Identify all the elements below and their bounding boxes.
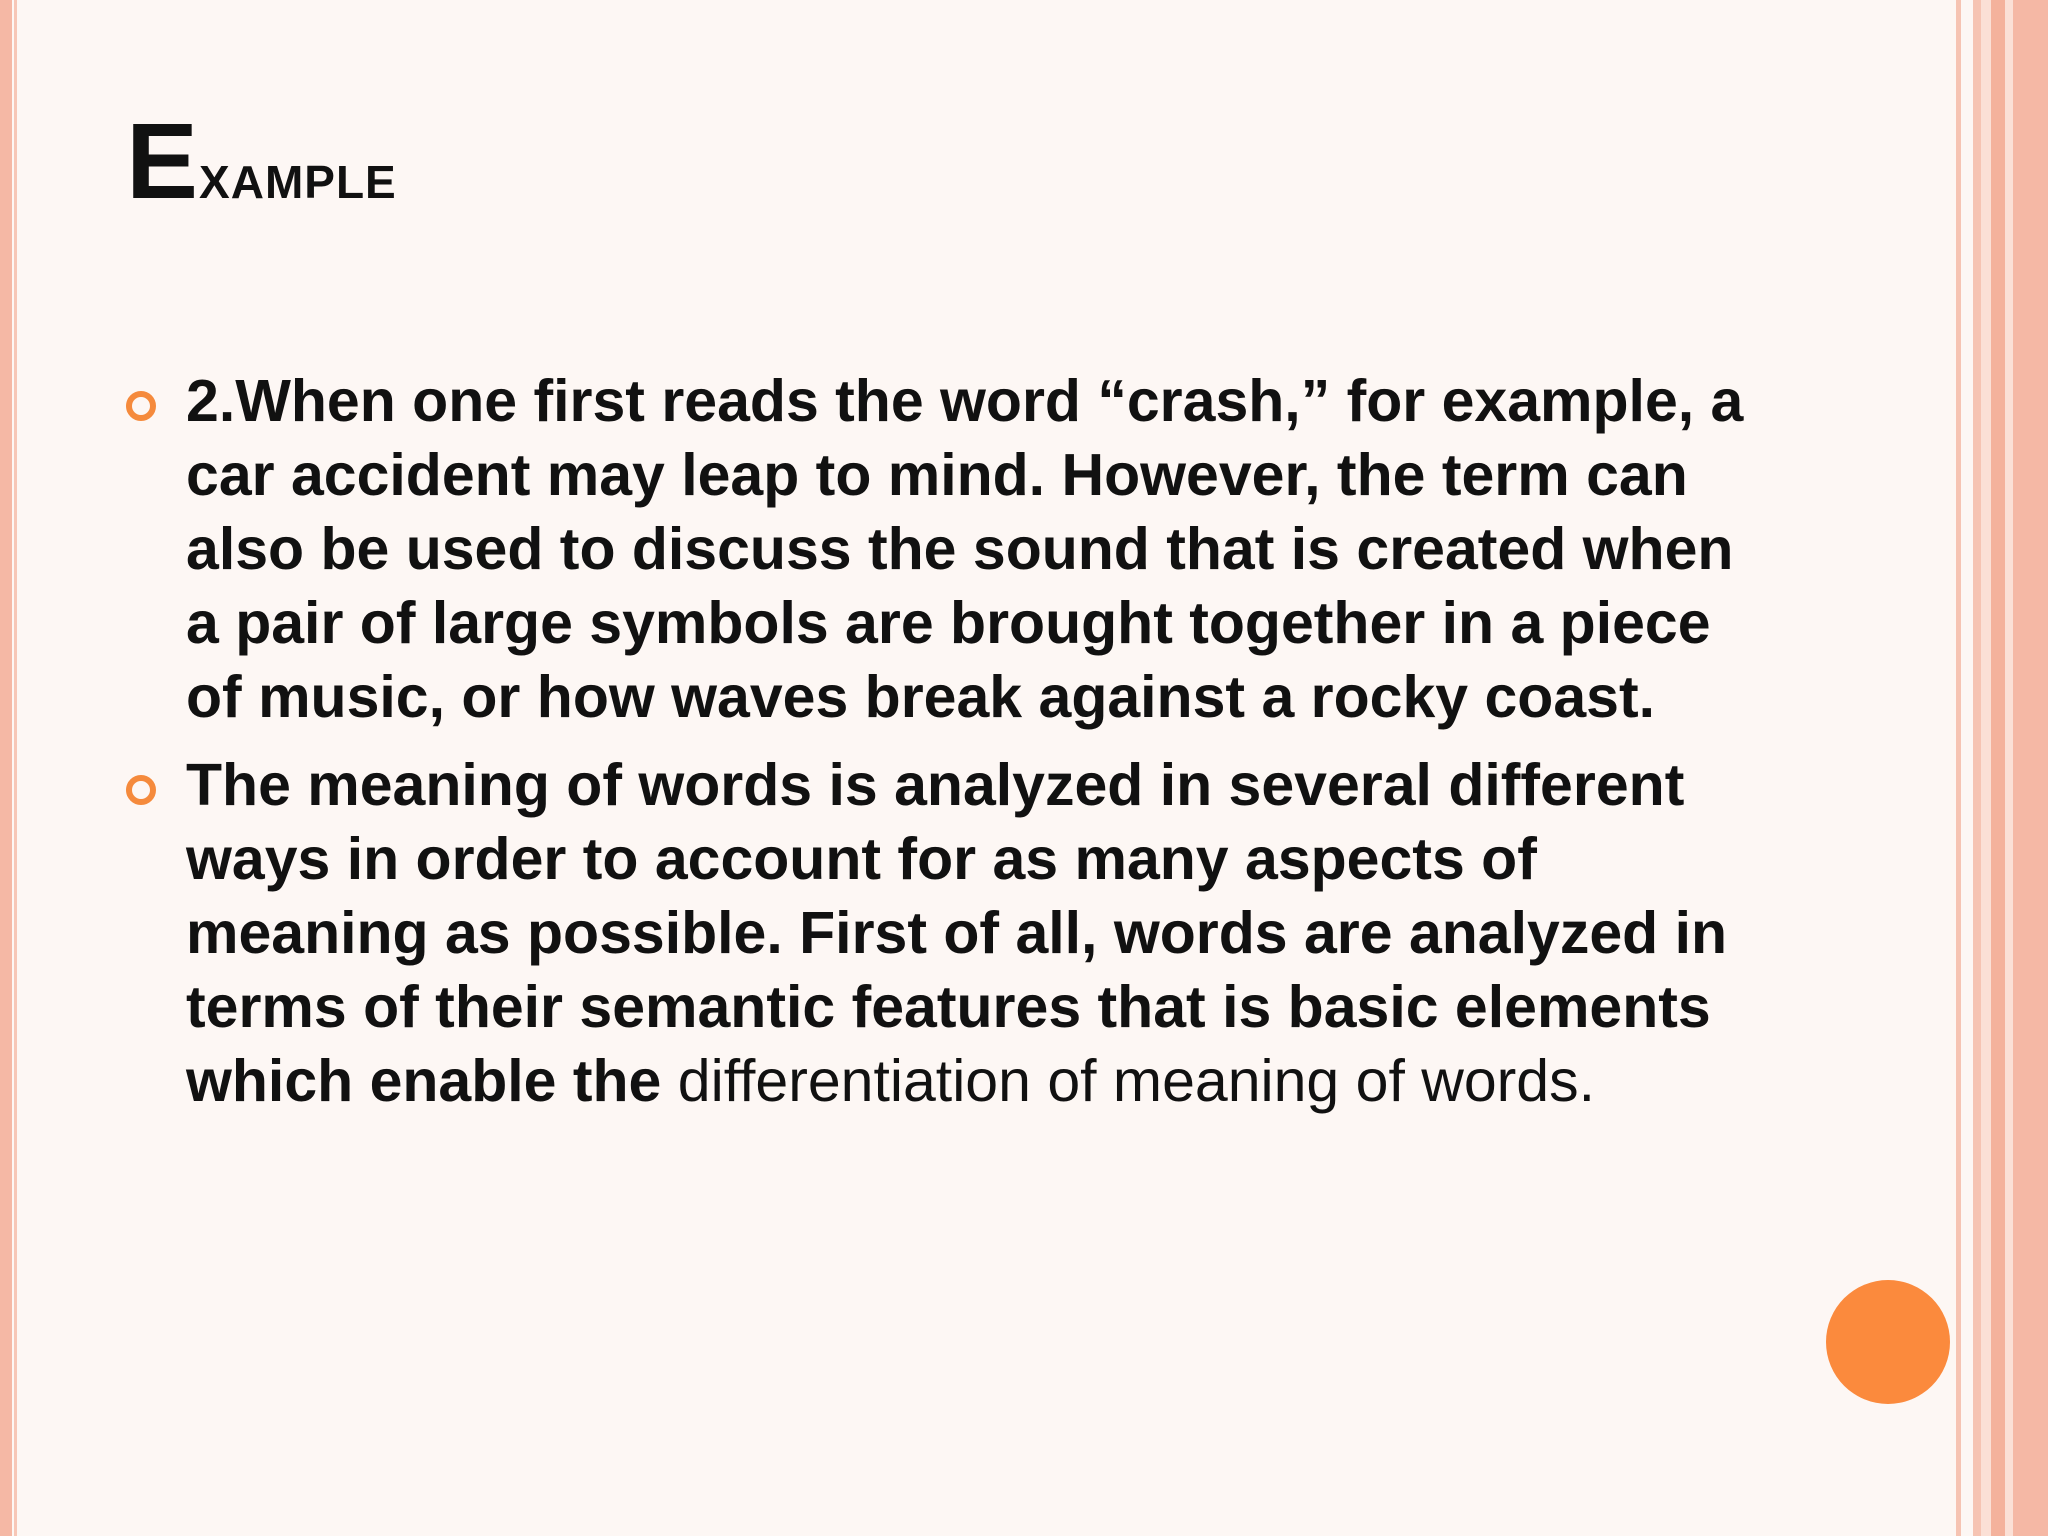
right-border-stripe bbox=[2013, 0, 2048, 1536]
bullet-item bbox=[126, 748, 1746, 1118]
bullet-text-bold: The meaning of words is analyzed in several different ways in order to account for as many aspects of meaning as possible. First of all, words are analyzed in terms of their semantic features that is basic elements which enable the bbox=[186, 752, 1728, 1114]
slide-title-rest: xample bbox=[199, 138, 397, 212]
bullet-text-regular: differentiation of meaning of words. bbox=[661, 1048, 1596, 1114]
bullet-text: 2.When one first reads the word “crash,” for example, a car accident may leap to mind. However, the term can also be used to discuss the sound that is created when a pair of large symbols are brought together in a piece of music, or how waves break against a rocky coast. bbox=[186, 368, 1744, 730]
bullet-circle-icon bbox=[126, 391, 156, 421]
left-border-line bbox=[14, 0, 17, 1536]
right-border-stripe bbox=[1973, 0, 1981, 1536]
right-border-stripe bbox=[1981, 0, 1991, 1536]
slide-title bbox=[126, 98, 397, 223]
bullet-circle-icon bbox=[126, 775, 156, 805]
left-border-stripe bbox=[0, 0, 12, 1536]
bullet-list bbox=[126, 364, 1746, 1118]
right-border-stripe bbox=[1961, 0, 1973, 1536]
slide-title-initial: E bbox=[126, 100, 200, 221]
right-border-stripe bbox=[2005, 0, 2013, 1536]
decorative-orange-circle bbox=[1826, 1280, 1950, 1404]
right-border-stripe bbox=[1991, 0, 2005, 1536]
bullet-item bbox=[126, 364, 1746, 734]
